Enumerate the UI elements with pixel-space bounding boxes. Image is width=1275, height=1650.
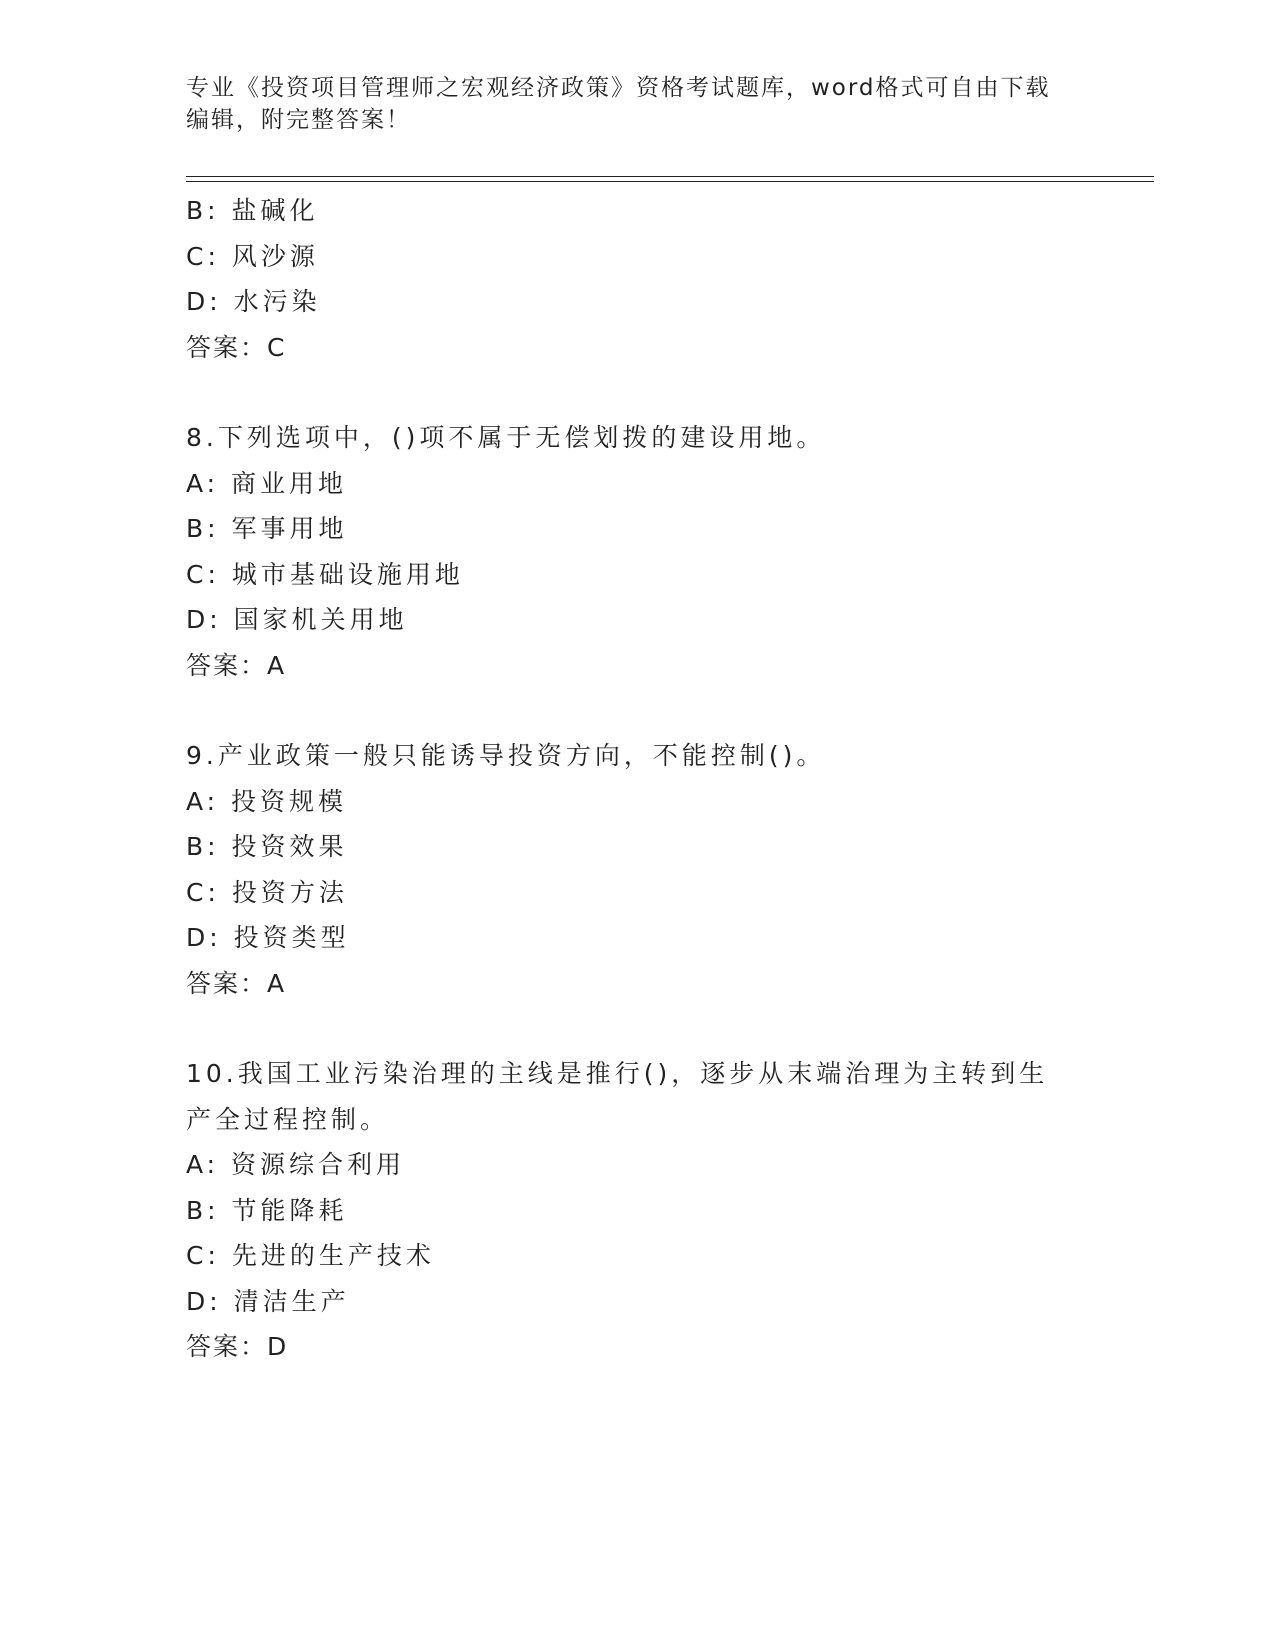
option-d: D: 清洁生产	[186, 1286, 350, 1316]
question-9	[186, 733, 1086, 1006]
option-c: C: 先进的生产技术	[186, 1241, 435, 1270]
answer-line: 答案：A	[186, 650, 287, 680]
option-c: C: 风沙源	[186, 241, 319, 271]
header-intro-text: 专业《投资项目管理师之宏观经济政策》资格考试题库，word格式可自由下载编辑，附完整答案！	[186, 75, 1051, 133]
option-c: C: 城市基础设施用地	[186, 559, 464, 589]
option-d: D: 水污染	[186, 287, 321, 316]
option-d: D: 投资类型	[186, 923, 350, 952]
option-d: D: 国家机关用地	[186, 605, 408, 634]
header-divider-top	[186, 176, 1154, 177]
document-header	[186, 72, 1066, 136]
question-10	[186, 1051, 1086, 1370]
option-a: A: 商业用地	[186, 468, 348, 498]
answer-line: 答案：D	[186, 1332, 289, 1361]
option-b: B: 投资效果	[186, 832, 348, 861]
question-partial	[186, 188, 1086, 370]
answer-line: 答案：C	[186, 332, 287, 362]
answer-line: 答案：A	[186, 968, 287, 998]
header-divider-bottom	[186, 181, 1154, 182]
option-b: B: 盐碱化	[186, 196, 319, 225]
question-stem: 8.下列选项中，()项不属于无偿划拨的建设用地。	[186, 423, 826, 452]
option-c: C: 投资方法	[186, 877, 348, 907]
question-stem: 10.我国工业污染治理的主线是推行()，逐步从末端治理为主转到生产全过程控制。	[186, 1059, 1049, 1134]
option-a: A: 资源综合利用	[186, 1150, 406, 1179]
option-a: A: 投资规模	[186, 786, 348, 816]
question-stem: 9.产业政策一般只能诱导投资方向，不能控制()。	[186, 741, 826, 770]
question-8	[186, 415, 1086, 688]
option-b: B: 军事用地	[186, 514, 348, 543]
option-b: B: 节能降耗	[186, 1195, 348, 1225]
question-list	[186, 188, 1086, 1370]
